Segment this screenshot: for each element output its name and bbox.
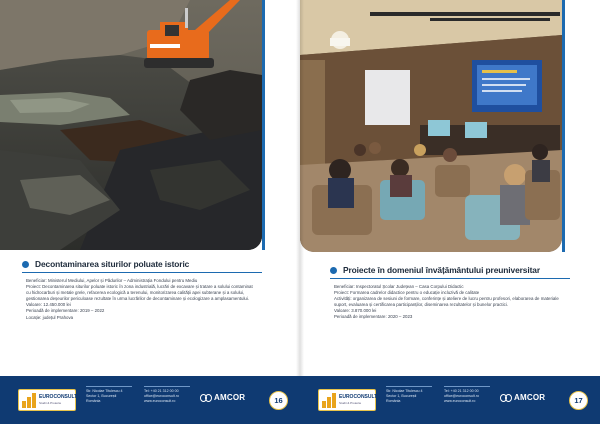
footer-address: Str. Nicolae Titulescu 4 Sector 1, București România: [86, 386, 140, 404]
body-line: Proiect: Formarea cadrelor didactice pentru o educație incluzivă de calitate: [334, 290, 480, 296]
footer-contact: Tel: +40 21 312 00 00 office@euroconsult.ro www.euroconsult.ro: [444, 386, 490, 404]
heading-underline: [22, 272, 262, 273]
section-body: [334, 284, 570, 321]
body-line: cu hidrocarburi și metale grele, refacerea ecologică a terenului, monitorizarea calității apei subterane și a solului,: [26, 290, 245, 296]
body-line: Valoare: 12.450.000 lei: [26, 302, 71, 308]
body-line: Perioadă de implementare: 2020 – 2023: [334, 314, 413, 320]
partner-logo: AMCOR: [500, 393, 545, 402]
logo-subtitle: Studii & Proiecte: [39, 401, 62, 405]
body-line: Perioadă de implementare: 2019 – 2022: [26, 308, 105, 314]
body-line: gestionarea deșeurilor periculoase rezultate în urma lucrărilor de decontaminare și ecologizare a amplasamentului.: [26, 296, 250, 302]
body-line: Proiect: Decontaminarea siturilor poluate istoric în zona industrială, lucrări de excavare și tratare a solului contaminat: [26, 284, 253, 290]
page-right: [300, 0, 600, 424]
footer-contact: Tel: +40 21 312 00 00 office@euroconsult.ro www.euroconsult.ro: [144, 386, 190, 404]
section-heading: [22, 259, 189, 269]
page-footer: [300, 376, 600, 424]
section-heading: [330, 265, 540, 275]
company-logo: [318, 389, 376, 411]
page-number: 16: [269, 391, 288, 410]
body-line: Beneficiar: Ministerul Mediului, Apelor și Pădurilor – Administrația Fondului pentru Mediu: [26, 278, 198, 283]
amcor-rings-icon: [500, 394, 512, 402]
body-line: Activități: organizarea de sesiuni de formare, conferințe și ateliere de lucru pentru profesori, elaborarea de materiale: [334, 296, 559, 302]
company-logo: [18, 389, 76, 411]
body-line: Beneficiar: Inspectoratul Școlar Județean – Casa Corpului Didactic: [334, 284, 464, 289]
logo-bars-icon: [322, 393, 336, 408]
page-footer: [0, 376, 300, 424]
footer-address: Str. Nicolae Titulescu 4 Sector 1, București România: [386, 386, 440, 404]
partner-logo: AMCOR: [200, 393, 245, 402]
bullet-icon: [22, 261, 29, 268]
photo-edge-accent: [562, 0, 565, 252]
page-gutter: [296, 0, 304, 376]
body-line: Locație: județul Prahova: [26, 314, 74, 320]
heading-underline: [330, 278, 570, 279]
body-line: Valoare: 3.870.000 lei: [334, 308, 377, 314]
section-title: Decontaminarea siturilor poluate istoric: [35, 259, 190, 269]
logo-name: EUROCONSULT: [39, 394, 78, 400]
body-line: suport, evaluarea și certificarea participanților, diseminarea rezultatelor și bunelor practici.: [334, 302, 508, 308]
excavation-photo: [0, 0, 262, 250]
logo-subtitle: Studii & Proiecte: [339, 401, 362, 405]
conference-photo: [300, 0, 562, 252]
bullet-icon: [330, 267, 337, 274]
section-title: Proiecte în domeniul învățământului preuniversitar: [343, 265, 540, 275]
amcor-rings-icon: [200, 394, 212, 402]
section-body: [26, 278, 266, 321]
photo-edge-accent: [262, 0, 265, 250]
logo-name: EUROCONSULT: [339, 394, 378, 400]
logo-bars-icon: [22, 393, 36, 408]
page-number: 17: [569, 391, 588, 410]
